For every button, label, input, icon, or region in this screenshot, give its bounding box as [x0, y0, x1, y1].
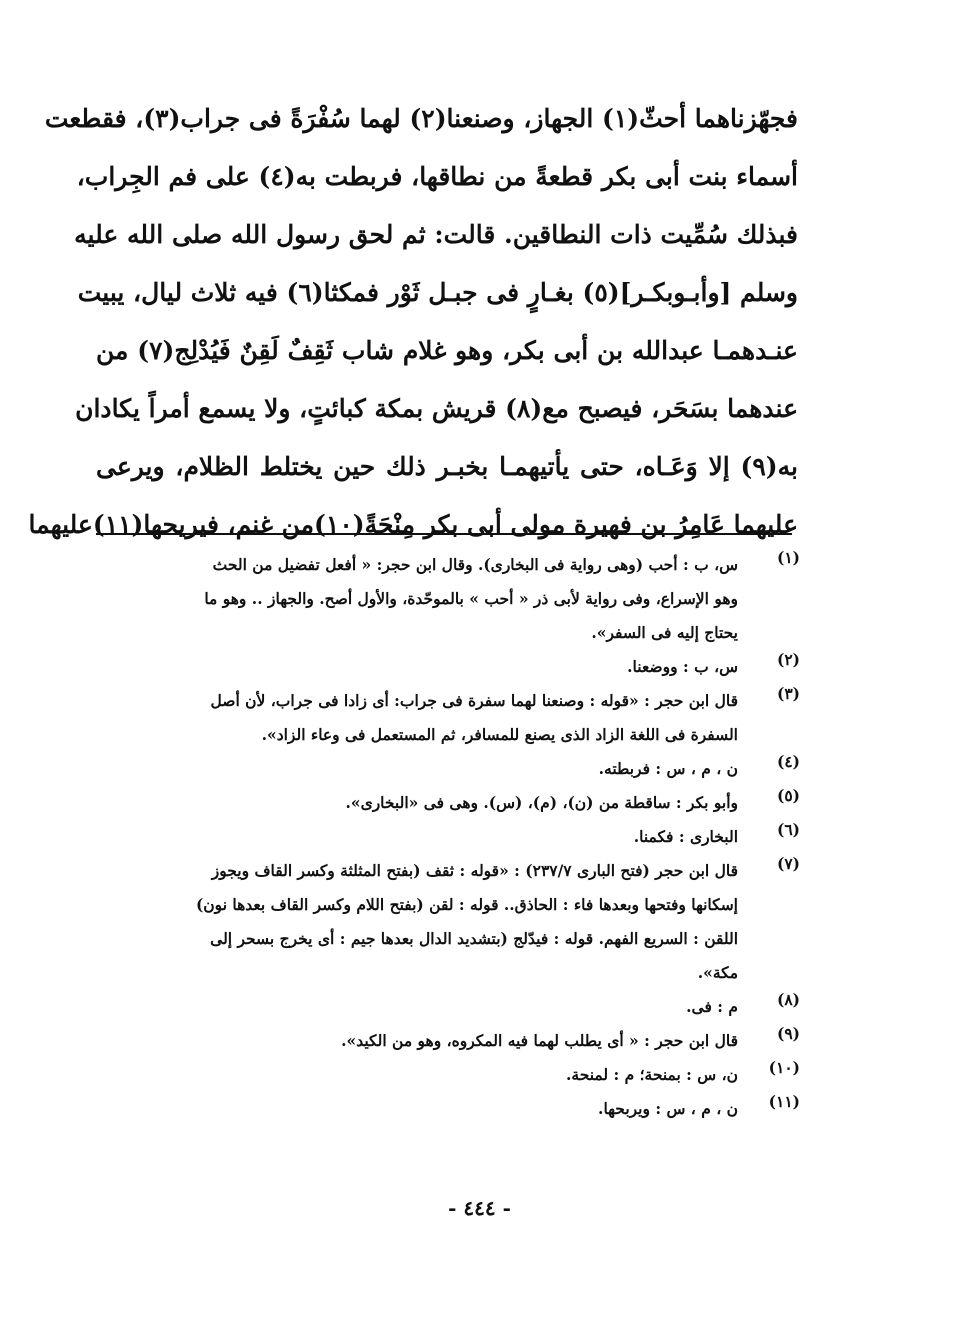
main-text-line: فبذلك سُمِّيت ذات النطاقين. قالت: ثم لحق رسول الله صلى الله عليه: [74, 220, 798, 249]
footnote-number: (٢): [776, 650, 800, 669]
footnote-line: البخارى : فكمنا.: [633, 827, 738, 846]
footnote-9: [80, 1024, 800, 1058]
main-text-line: به(٩) إلا وَعَـاه، حتى يأتيهمـا بخبـر ذلك حين يختلط الظلام، ويرعى: [96, 452, 798, 481]
footnote-number: (٩): [776, 1024, 800, 1043]
footnote-number: (٦): [776, 820, 800, 839]
footnote-11: [80, 1092, 800, 1126]
footnote-line: اللقن : السريع الفهم. قوله : فيدّلج (بتشديد الدال بعدها جيم : أى يخرج بسحر إلى: [210, 929, 738, 948]
main-text-line: وسلم [وأبـوبكـر](٥) بغـارٍ فى جبـل ثَوْر فمكثا(٦) فيه ثلاث ليال، يبيت: [77, 278, 798, 307]
footnote-line: س، ب : ووضعنا.: [627, 657, 738, 676]
page-number: - ٤٤٤ -: [448, 1196, 511, 1220]
footnote-10: [80, 1058, 800, 1092]
main-text-line: فجهّزناهما أحثّ(١) الجهاز، وصنعنا(٢) لهما سُفْرَةً فى جراب(٣)، فقطعت: [44, 104, 798, 133]
footnotes-block: [80, 548, 800, 1126]
footnote-line: السفرة فى اللغة الزاد الذى يصنع للمسافر، ثم المستعمل فى وعاء الزاد».: [261, 725, 738, 744]
footnote-line: ن ، م ، س : فربطته.: [598, 759, 738, 778]
footnote-number: (١): [776, 548, 800, 567]
footnote-number: (٤): [776, 752, 800, 771]
footnote-line: ن ، م ، س : ويربحها.: [598, 1099, 738, 1118]
footnote-2: [80, 650, 800, 684]
footnote-1: [80, 548, 800, 650]
footnote-8: [80, 990, 800, 1024]
main-text-line: عليهما عَامِرُ بن فهيرة مولى أبى بكر مِنْحَةً(١٠)من غنم، فيريحها(١١)عليهما: [28, 510, 798, 539]
footnote-number: (٨): [776, 990, 800, 1009]
footnote-number: (٣): [776, 684, 800, 703]
footnote-number: (١١): [768, 1092, 800, 1111]
main-text-line: أسماء بنت أبى بكر قطعةً من نطاقها، فربطت به(٤) على فم الجِراب،: [76, 162, 798, 191]
footnote-line: وأبو بكر : ساقطة من (ن)، (م)، (س). وهى فى «البخارى».: [345, 793, 738, 812]
footnote-divider: [96, 533, 792, 535]
footnote-line: قال ابن حجر : «قوله : وصنعنا لهما سفرة فى جراب: أى زادا فى جراب، لأن أصل: [210, 691, 738, 710]
main-text-line: عنـدهمـا عبدالله بن أبى بكر، وهو غلام شاب ثَقِفٌ لَقِنٌ فَيُدْلِج(٧) من: [96, 336, 798, 365]
footnote-4: [80, 752, 800, 786]
footnote-5: [80, 786, 800, 820]
footnote-line: قال ابن حجر : « أى يطلب لهما فيه المكروه، وهو من الكيد».: [341, 1031, 738, 1050]
footnote-3: [80, 684, 800, 752]
footnote-line: قال ابن حجر (فتح البارى ٢٣٧/٧) : «قوله : ثقف (بفتح المثلثة وكسر القاف ويجوز: [211, 861, 738, 880]
main-text-line: عندهما بسَحَر، فيصبح مع(٨) قريش بمكة كبائتٍ، ولا يسمع أمراً يكادان: [75, 394, 798, 423]
footnote-line: س، ب : أحب (وهى رواية فى البخارى). وقال ابن حجر: « أفعل تفضيل من الحث: [212, 555, 738, 574]
footnote-number: (٥): [776, 786, 800, 805]
footnote-line: مكة».: [697, 963, 738, 982]
footnote-7: [80, 854, 800, 990]
footnote-6: [80, 820, 800, 854]
footnote-line: يحتاج إليه فى السفر».: [591, 623, 738, 642]
footnote-line: إسكانها وفتحها وبعدها فاء : الحاذق.. قوله : لقن (بفتح اللام وكسر القاف بعدها نون): [195, 895, 738, 914]
footnote-number: (٧): [776, 854, 800, 873]
main-text-block: [28, 90, 798, 554]
footnote-number: (١٠): [768, 1058, 800, 1077]
footnote-line: م : فى.: [686, 997, 738, 1016]
footnote-line: ن، س : بمنحة؛ م : لمنحة.: [566, 1065, 738, 1084]
footnote-line: وهو الإسراع، وفى رواية لأبى ذر « أحب » بالموحّدة، والأول أصح. والجهاز .. وهو ما: [204, 589, 738, 608]
